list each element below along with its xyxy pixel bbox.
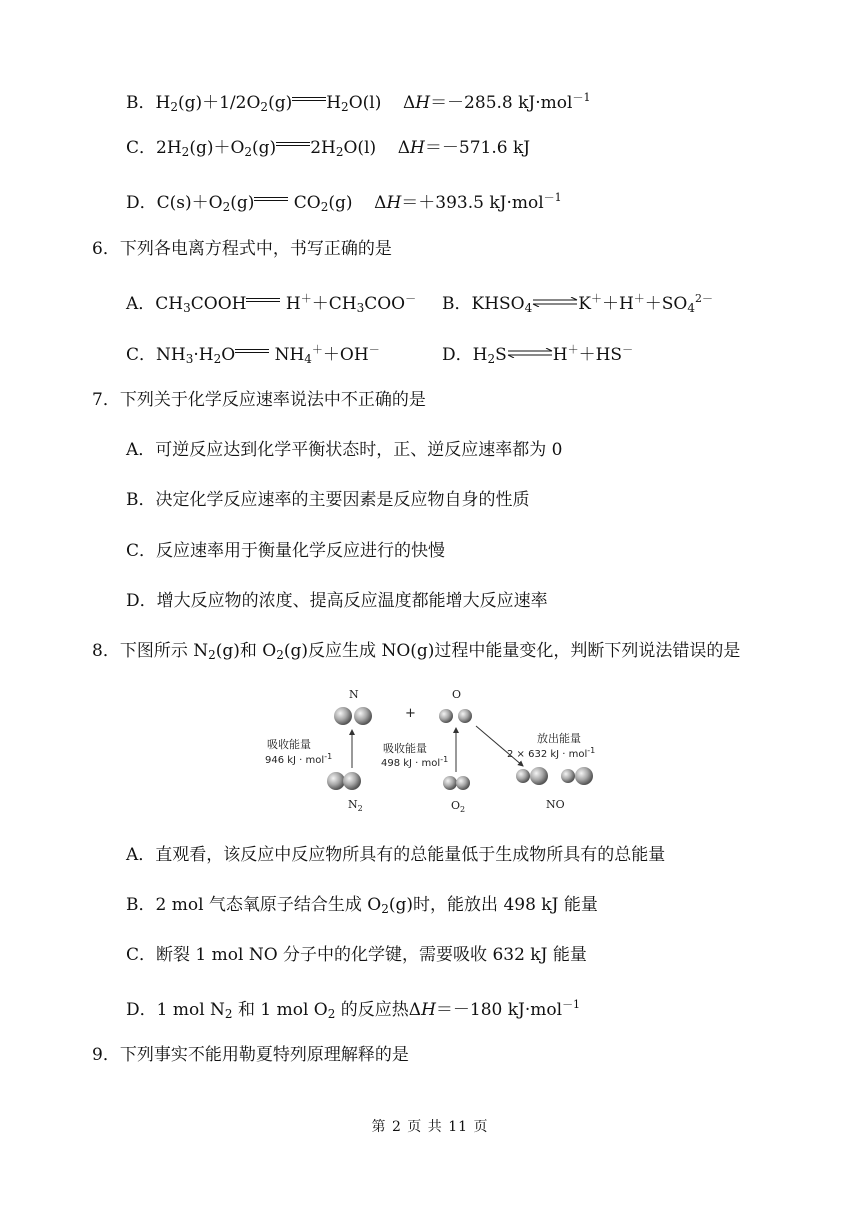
- q8-option-a: A．直观看，该反应中反应物所具有的总能量低于生成物所具有的总能量: [126, 845, 666, 865]
- page-footer: 第 2 页 共 11 页: [371, 1119, 489, 1135]
- label-release: 放出能量: [537, 732, 581, 745]
- label-plus: +: [405, 706, 416, 721]
- label-n2: $N_2$: [348, 798, 363, 813]
- q5-option-d: D．$C(s)+O_2(g)$ $CO_2(g)$ ΔH＝＋393.5 kJ·mol$^{-1}$: [126, 191, 562, 214]
- label-absorb-1: 吸收能量: [267, 738, 311, 751]
- n2-molecule-icon: [343, 772, 361, 790]
- q7-option-c: C．反应速率用于衡量化学反应进行的快慢: [126, 541, 446, 561]
- o2-molecule-icon: [443, 776, 457, 790]
- no-molecule-icon: [516, 769, 530, 783]
- q9-stem: 9．下列事实不能用勒夏特列原理解释的是: [92, 1045, 409, 1065]
- label-o2: $O_2$: [451, 799, 466, 814]
- equals-sign-icon: [235, 347, 269, 357]
- q6-option-b: B．$KHSO_4$ $K^++H^++SO_4^{2-}$: [442, 292, 714, 315]
- q7-stem: 7．下列关于化学反应速率说法中不正确的是: [92, 390, 426, 410]
- q6-row-ab: [126, 287, 766, 320]
- no-molecule-icon: [561, 769, 575, 783]
- label-o: O: [452, 688, 462, 701]
- equals-sign-icon: [276, 140, 310, 150]
- equals-sign-icon: [246, 296, 280, 306]
- label-absorb-2: 吸收能量: [383, 742, 427, 755]
- q8-option-d: D．1 mol $N_2$ 和 1 mol $O_2$ 的反应热ΔH＝－180 kJ·mol$^{-1}$: [126, 998, 581, 1021]
- q8-option-c: C．断裂 1 mol NO 分子中的化学键，需要吸收 632 kJ 能量: [126, 945, 587, 965]
- q6-option-a: A．$CH_3COOH$ $H^++CH_3COO^-$: [126, 292, 417, 315]
- n-atom-icon: [354, 707, 372, 725]
- q7-option-a: A．可逆反应达到化学平衡状态时，正、逆反应速率都为 0: [126, 440, 563, 460]
- q5-option-b: B．$H_2(g)+1/2O_2(g)$ $H_2O(l)$ ΔH＝－285.8 kJ·mol$^{-1}$: [126, 91, 591, 114]
- equals-sign-icon: [254, 195, 288, 205]
- reversible-arrow-icon: [507, 348, 553, 358]
- q7-option-b: B．决定化学反应速率的主要因素是反应物自身的性质: [126, 490, 530, 510]
- q5-option-c: C．$2H_2(g)+O_2(g)$ $2H_2O(l)$ ΔH＝－571.6 kJ: [126, 138, 531, 159]
- q8-option-b: B．2 mol 气态氧原子结合生成 $O_2(g)$时，能放出 498 kJ 能量: [126, 895, 598, 916]
- n2-molecule-icon: [327, 772, 345, 790]
- label-absorb-1-value: 946 kJ · mol$^{-1}$: [265, 752, 333, 766]
- equals-sign-icon: [292, 95, 326, 105]
- reversible-arrow-icon: [532, 297, 578, 307]
- o2-molecule-icon: [456, 776, 470, 790]
- energy-diagram: [260, 686, 605, 816]
- q6-option-d: D．$H_2S$ H＋＋HS－: [442, 343, 634, 366]
- q7-option-d: D．增大反应物的浓度、提高反应温度都能增大反应速率: [126, 591, 548, 611]
- label-absorb-2-value: 498 kJ · mol$^{-1}$: [381, 755, 449, 769]
- n-atom-icon: [334, 707, 352, 725]
- no-molecule-icon: [575, 767, 593, 785]
- label-release-value: 2 × 632 kJ · mol$^{-1}$: [507, 746, 596, 760]
- q6-stem: 6．下列各电离方程式中，书写正确的是: [92, 239, 392, 259]
- q6-row-cd: [126, 338, 766, 371]
- label-no: NO: [546, 798, 565, 811]
- label-n: N: [349, 688, 359, 701]
- no-molecule-icon: [530, 767, 548, 785]
- o-atom-icon: [439, 709, 453, 723]
- o-atom-icon: [458, 709, 472, 723]
- q8-stem: 8．下图所示 $N_2(g)$和 $O_2(g)$反应生成 NO(g)过程中能量变化，判断下列说法错误的是: [92, 641, 741, 662]
- q6-option-c: C．$NH_3\cdot H_2O$ $NH_4^++OH^-$: [126, 343, 380, 366]
